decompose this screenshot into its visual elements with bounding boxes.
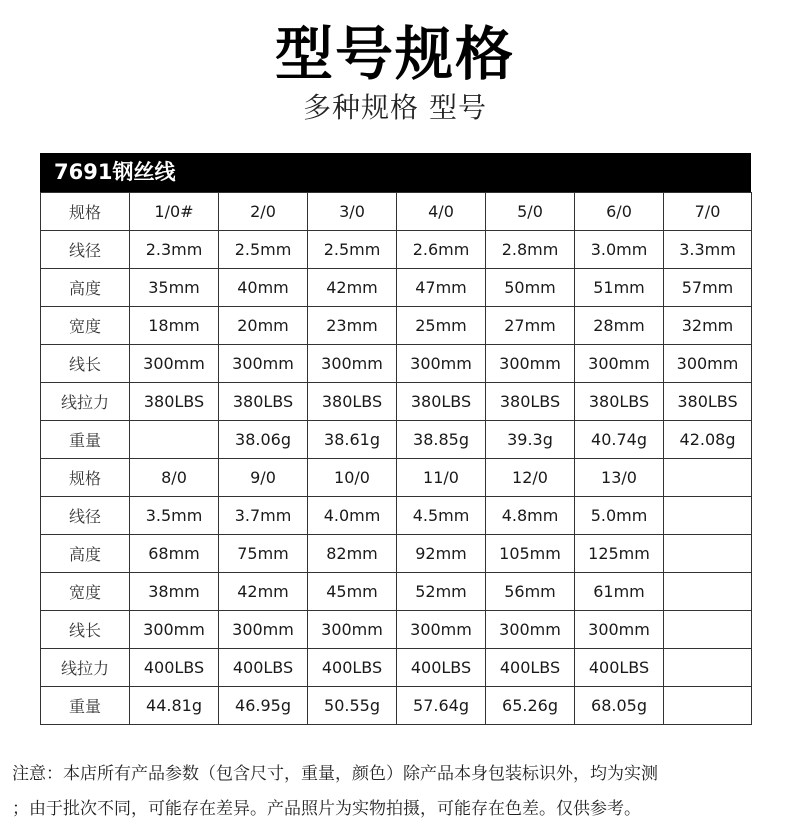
row-label-cell: 线拉力	[41, 383, 130, 421]
table-cell: 3.0mm	[575, 231, 664, 269]
row-label-cell: 规格	[41, 193, 130, 231]
table-cell: 46.95g	[219, 687, 308, 725]
table-cell: 300mm	[308, 345, 397, 383]
table-cell: 4.8mm	[486, 497, 575, 535]
table-cell	[664, 649, 752, 687]
table-cell: 400LBS	[486, 649, 575, 687]
row-label-cell: 规格	[41, 459, 130, 497]
table-cell: 400LBS	[575, 649, 664, 687]
table-cell: 42.08g	[664, 421, 752, 459]
table-cell: 300mm	[219, 345, 308, 383]
row-label-cell: 线拉力	[41, 649, 130, 687]
table-cell: 3.5mm	[130, 497, 219, 535]
table-cell: 57mm	[664, 269, 752, 307]
table-cell: 300mm	[397, 345, 486, 383]
table-cell: 45mm	[308, 573, 397, 611]
table-cell	[664, 459, 752, 497]
table-cell	[664, 573, 752, 611]
table-row	[41, 383, 752, 421]
table-row	[41, 573, 752, 611]
table-cell: 39.3g	[486, 421, 575, 459]
table-cell: 75mm	[219, 535, 308, 573]
table-cell: 3.7mm	[219, 497, 308, 535]
table-cell: 38mm	[130, 573, 219, 611]
table-cell: 50mm	[486, 269, 575, 307]
table-cell: 2.5mm	[308, 231, 397, 269]
table-row	[41, 231, 752, 269]
table-cell: 44.81g	[130, 687, 219, 725]
table-cell: 13/0	[575, 459, 664, 497]
row-label-cell: 重量	[41, 687, 130, 725]
spec-table	[40, 192, 752, 725]
table-cell: 38.06g	[219, 421, 308, 459]
table-header-bar: 7691钢丝线	[40, 153, 751, 192]
table-cell: 35mm	[130, 269, 219, 307]
table-cell: 300mm	[486, 611, 575, 649]
table-cell: 5/0	[486, 193, 575, 231]
row-label-cell: 线径	[41, 497, 130, 535]
table-cell: 57.64g	[397, 687, 486, 725]
table-cell: 38.85g	[397, 421, 486, 459]
table-cell: 105mm	[486, 535, 575, 573]
table-cell: 4/0	[397, 193, 486, 231]
note-line-1: 注意：本店所有产品参数（包含尺寸，重量，颜色）除产品本身包装标识外，均为实测	[12, 764, 658, 784]
table-cell: 82mm	[308, 535, 397, 573]
table-cell: 32mm	[664, 307, 752, 345]
table-cell	[130, 421, 219, 459]
table-cell: 40mm	[219, 269, 308, 307]
table-cell: 7/0	[664, 193, 752, 231]
table-row	[41, 269, 752, 307]
row-label-cell: 重量	[41, 421, 130, 459]
table-cell: 2.3mm	[130, 231, 219, 269]
table-cell: 20mm	[219, 307, 308, 345]
table-cell: 6/0	[575, 193, 664, 231]
page-title: 型号规格	[274, 20, 515, 88]
row-label-cell: 宽度	[41, 573, 130, 611]
table-cell: 92mm	[397, 535, 486, 573]
table-cell: 300mm	[219, 611, 308, 649]
table-cell: 18mm	[130, 307, 219, 345]
note-line-2: ；由于批次不同，可能存在差异。产品照片为实物拍摄，可能存在色差。仅供参考。	[12, 799, 641, 819]
table-cell: 380LBS	[308, 383, 397, 421]
table-cell: 11/0	[397, 459, 486, 497]
table-row	[41, 459, 752, 497]
row-label-cell: 线长	[41, 611, 130, 649]
table-cell: 3.3mm	[664, 231, 752, 269]
table-cell: 2.8mm	[486, 231, 575, 269]
table-cell: 300mm	[575, 345, 664, 383]
table-cell: 2.6mm	[397, 231, 486, 269]
table-cell: 38.61g	[308, 421, 397, 459]
table-cell	[664, 687, 752, 725]
table-cell: 400LBS	[308, 649, 397, 687]
table-cell: 300mm	[397, 611, 486, 649]
table-row	[41, 421, 752, 459]
table-cell: 380LBS	[575, 383, 664, 421]
table-cell: 300mm	[575, 611, 664, 649]
table-row	[41, 649, 752, 687]
table-cell: 380LBS	[664, 383, 752, 421]
row-label-cell: 宽度	[41, 307, 130, 345]
table-cell: 380LBS	[130, 383, 219, 421]
table-cell: 300mm	[486, 345, 575, 383]
table-cell: 68.05g	[575, 687, 664, 725]
table-cell: 8/0	[130, 459, 219, 497]
table-cell: 1/0#	[130, 193, 219, 231]
table-cell: 65.26g	[486, 687, 575, 725]
table-cell: 50.55g	[308, 687, 397, 725]
table-cell: 380LBS	[397, 383, 486, 421]
row-label-cell: 线径	[41, 231, 130, 269]
table-cell: 68mm	[130, 535, 219, 573]
table-row	[41, 193, 752, 231]
row-label-cell: 高度	[41, 535, 130, 573]
table-cell: 51mm	[575, 269, 664, 307]
table-cell: 400LBS	[397, 649, 486, 687]
table-cell: 42mm	[308, 269, 397, 307]
table-cell: 2.5mm	[219, 231, 308, 269]
table-cell	[664, 535, 752, 573]
table-cell: 300mm	[664, 345, 752, 383]
table-row	[41, 535, 752, 573]
table-cell: 23mm	[308, 307, 397, 345]
table-row	[41, 345, 752, 383]
table-cell: 27mm	[486, 307, 575, 345]
table-cell: 5.0mm	[575, 497, 664, 535]
table-cell: 52mm	[397, 573, 486, 611]
table-cell: 4.5mm	[397, 497, 486, 535]
table-cell: 125mm	[575, 535, 664, 573]
table-cell: 300mm	[308, 611, 397, 649]
table-cell: 28mm	[575, 307, 664, 345]
table-cell: 2/0	[219, 193, 308, 231]
table-cell: 4.0mm	[308, 497, 397, 535]
table-cell: 400LBS	[219, 649, 308, 687]
table-row	[41, 687, 752, 725]
table-cell: 3/0	[308, 193, 397, 231]
table-row	[41, 611, 752, 649]
table-cell	[664, 497, 752, 535]
table-cell: 10/0	[308, 459, 397, 497]
table-row	[41, 307, 752, 345]
row-label-cell: 线长	[41, 345, 130, 383]
table-cell: 300mm	[130, 345, 219, 383]
table-cell: 380LBS	[219, 383, 308, 421]
table-cell: 42mm	[219, 573, 308, 611]
row-label-cell: 高度	[41, 269, 130, 307]
table-cell: 25mm	[397, 307, 486, 345]
page-subtitle: 多种规格 型号	[303, 91, 487, 124]
table-cell: 380LBS	[486, 383, 575, 421]
table-cell: 47mm	[397, 269, 486, 307]
table-cell: 40.74g	[575, 421, 664, 459]
table-row	[41, 497, 752, 535]
table-cell: 61mm	[575, 573, 664, 611]
table-cell: 56mm	[486, 573, 575, 611]
table-cell: 300mm	[130, 611, 219, 649]
table-cell: 12/0	[486, 459, 575, 497]
table-cell: 400LBS	[130, 649, 219, 687]
table-cell	[664, 611, 752, 649]
table-cell: 9/0	[219, 459, 308, 497]
